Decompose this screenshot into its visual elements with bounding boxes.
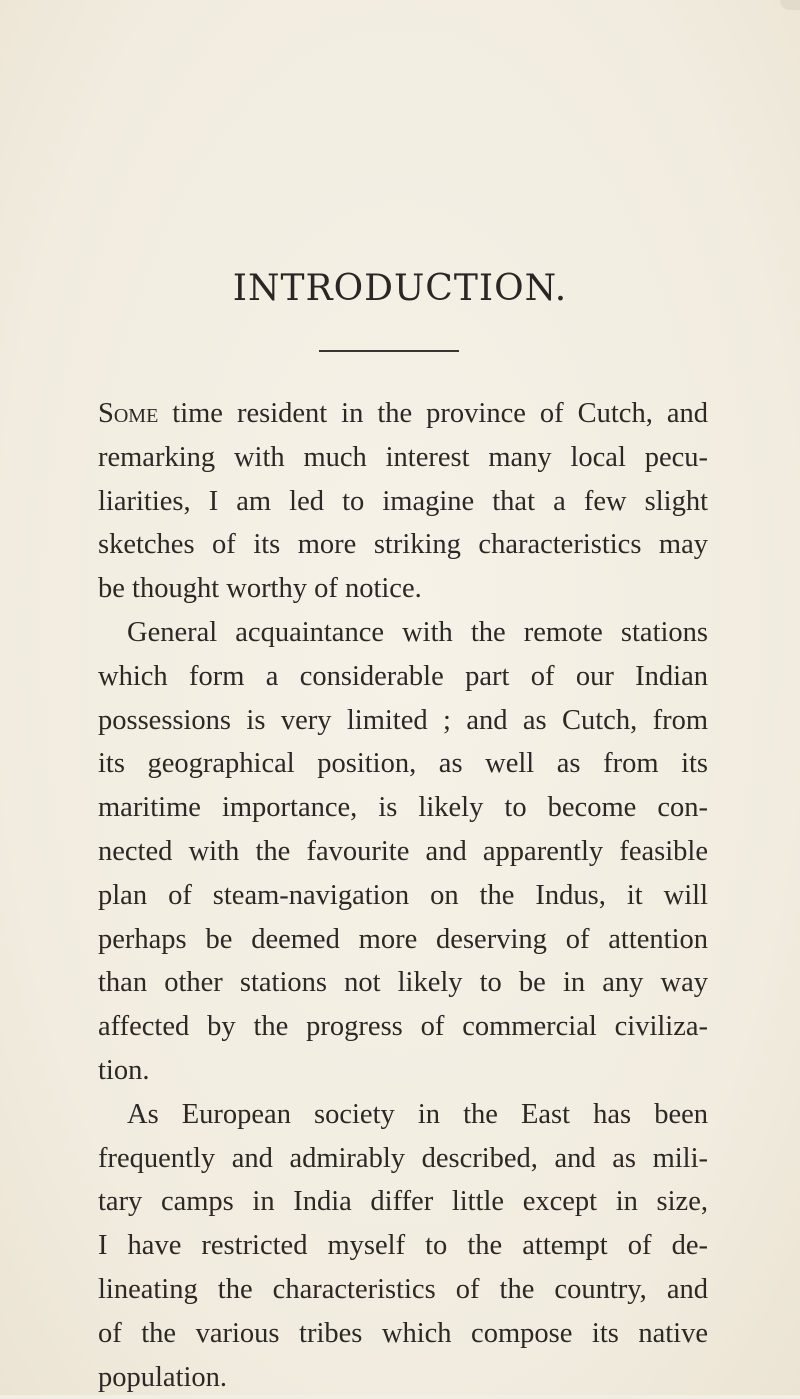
- text-line: Some time resident in the province of Cutch, and: [98, 398, 708, 429]
- text-line: population.: [98, 1361, 228, 1393]
- text-line: As European society in the East has been: [127, 1098, 708, 1130]
- text-line: remarking with much interest many local pecu-: [98, 441, 708, 473]
- text-line: be thought worthy of notice.: [98, 573, 422, 605]
- text-line: frequently and admirably described, and as mili-: [98, 1142, 708, 1174]
- text-line: which form a considerable part of our Indian: [98, 660, 708, 692]
- text-line: plan of steam-navigation on the Indus, it will: [98, 879, 708, 911]
- text-line: possessions is very limited ; and as Cutch, from: [98, 704, 708, 736]
- page-corner-mark: [780, 0, 800, 10]
- text-line: of the various tribes which compose its native: [98, 1317, 708, 1349]
- text-line: maritime importance, is likely to become con-: [98, 792, 708, 824]
- small-caps-lead: Some: [98, 398, 159, 429]
- text-line: lineating the characteristics of the country, and: [98, 1273, 708, 1305]
- text-line: affected by the progress of commercial civiliza-: [98, 1011, 708, 1043]
- text-line: liarities, I am led to imagine that a few slight: [98, 485, 708, 517]
- text-line: its geographical position, as well as from its: [98, 748, 708, 780]
- page-title: INTRODUCTION.: [232, 268, 568, 309]
- text-line: than other stations not likely to be in any way: [98, 967, 708, 999]
- text-line: perhaps be deemed more deserving of attention: [98, 923, 708, 955]
- text-line: nected with the favourite and apparently feasible: [98, 835, 708, 867]
- title-rule: [319, 350, 459, 352]
- text-line: tary camps in India differ little except in size,: [98, 1186, 708, 1218]
- text-line: General acquaintance with the remote stations: [127, 616, 708, 648]
- text-line: sketches of its more striking characteristics may: [98, 529, 708, 561]
- introduction-text: [98, 392, 708, 1399]
- text-line: tion.: [98, 1054, 150, 1086]
- text-line: I have restricted myself to the attempt of de-: [98, 1230, 708, 1262]
